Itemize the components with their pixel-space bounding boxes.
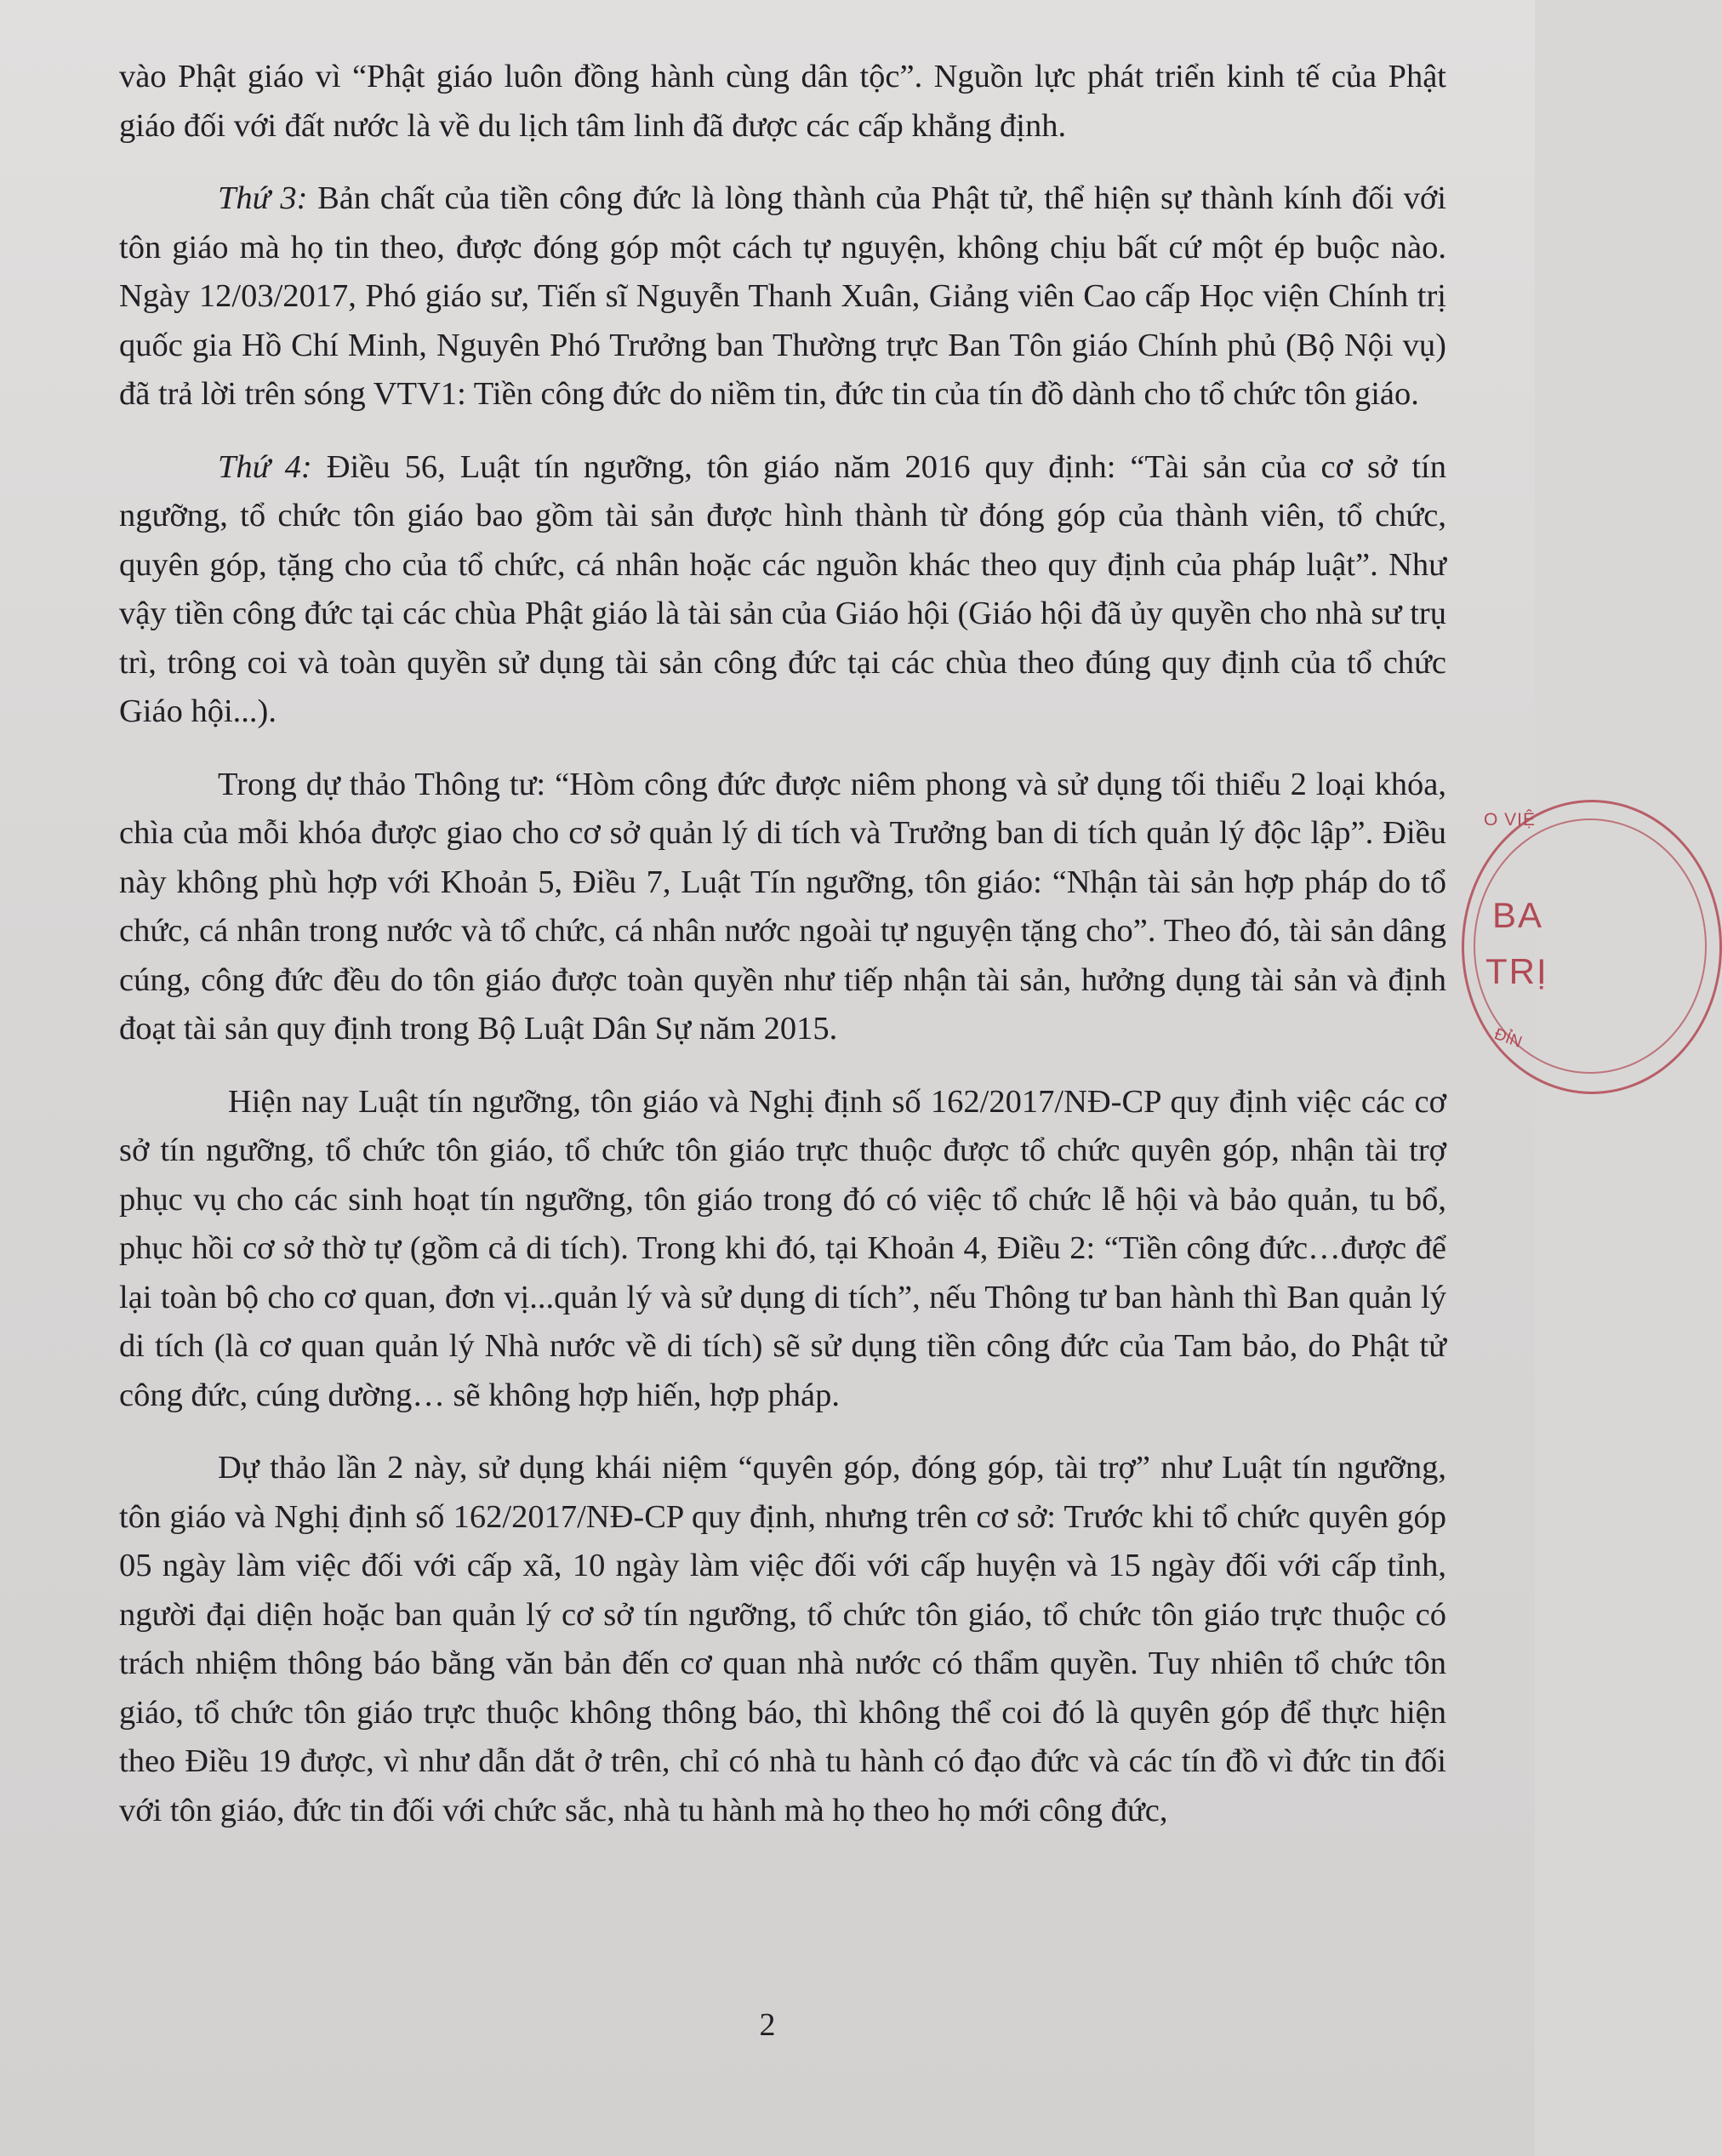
paragraph-2 — [119, 174, 1446, 419]
paragraph-4 — [119, 761, 1446, 1054]
official-stamp — [1462, 800, 1555, 1106]
paragraph-6-text: Dự thảo lần 2 này, sử dụng khái niệm “quyên góp, đóng góp, tài trợ” như Luật tín ngưỡng, tôn giáo và Nghị định số 162/2017/NĐ-CP quy định, nhưng trên cơ sở: Trước khi tổ chức quyên góp 05 ngày làm việc đối với cấp xã, 10 ngày làm việc đối với cấp huyện và 15 ngày đối với cấp tỉnh, người đại diện hoặc ban quản lý cơ sở tín ngưỡng, tổ chức tôn giáo, tổ chức tôn giáo trực thuộc có trách nhiệm thông báo bằng văn bản đến cơ quan nhà nước có thẩm quyền. Tuy nhiên tổ chức tôn giáo, tổ chức tôn giáo trực thuộc không thông báo, thì không thể coi đó là quyên góp để thực hiện theo Điều 19 được, vì như dẫn dắt ở trên, chỉ có nhà tu hành có đạo đức và các tín đồ vì đức tin đối với tôn giáo, đức tin đối với chức sắc, nhà tu hành mà họ theo họ mới công đức, — [119, 1450, 1446, 1828]
paragraph-6 — [119, 1444, 1446, 1835]
stamp-top-text: O VIỆ — [1484, 810, 1537, 830]
page-number: 2 — [759, 2007, 776, 2043]
stamp-word-1: BA — [1492, 895, 1544, 935]
paragraph-2-text: Bản chất của tiền công đức là lòng thành của Phật tử, thể hiện sự thành kính đối với tôn giáo mà họ tin theo, được đóng góp một cách tự nguyện, không chịu bất cứ một ép buộc nào. Ngày 12/03/2017, Phó giáo sư, Tiến sĩ Nguyễn Thanh Xuân, Giảng viên Cao cấp Học viện Chính trị quốc gia Hồ Chí Minh, Nguyên Phó Trưởng ban Thường trực Ban Tôn giáo Chính phủ (Bộ Nội vụ) đã trả lời trên sóng VTV1: Tiền công đức do niềm tin, đức tin của tín đồ dành cho tổ chức tôn giáo. — [119, 180, 1446, 412]
stamp-bottom-text: ĐỈN — [1491, 1025, 1525, 1052]
document-body — [119, 53, 1446, 1859]
paragraph-1-text: vào Phật giáo vì “Phật giáo luôn đồng hành cùng dân tộc”. Nguồn lực phát triển kinh tế của Phật giáo đối với đất nước là về du lịch tâm linh đã được các cấp khẳng định. — [119, 59, 1446, 144]
paragraph-1 — [119, 53, 1446, 151]
paragraph-5 — [119, 1078, 1446, 1421]
paragraph-4-text: Trong dự thảo Thông tư: “Hòm công đức được niêm phong và sử dụng tối thiểu 2 loại khóa, chìa của mỗi khóa được giao cho cơ sở quản lý di tích và Trưởng ban di tích quản lý độc lập”. Điều này không phù hợp với Khoản 5, Điều 7, Luật Tín ngưỡng, tôn giáo: “Nhận tài sản hợp pháp do tổ chức, cá nhân trong nước và tổ chức, cá nhân nước ngoài tự nguyện tặng cho”. Theo đó, tài sản dâng cúng, công đức đều do tôn giáo được toàn quyền như tiếp nhận tài sản, hưởng dụng tài sản và định đoạt tài sản quy định trong Bộ Luật Dân Sự năm 2015. — [119, 766, 1446, 1047]
stamp-word-2: TRỊ — [1485, 951, 1548, 991]
paragraph-3-lead: Thứ 4: — [218, 448, 312, 485]
paragraph-3 — [119, 443, 1446, 737]
paragraph-2-lead: Thứ 3: — [218, 180, 308, 216]
paragraph-3-text: Điều 56, Luật tín ngưỡng, tôn giáo năm 2016 quy định: “Tài sản của cơ sở tín ngưỡng, tổ chức tôn giáo bao gồm tài sản được hình thành từ đóng góp của thành viên, tổ chức, quyên góp, tặng cho của tổ chức, cá nhân hoặc các nguồn khác theo quy định của pháp luật”. Như vậy tiền công đức tại các chùa Phật giáo là tài sản của Giáo hội (Giáo hội đã ủy quyền cho nhà sư trụ trì, trông coi và toàn quyền sử dụng tài sản công đức tại các chùa theo đúng quy định của tổ chức Giáo hội...). — [119, 448, 1446, 729]
paragraph-5-text: Hiện nay Luật tín ngưỡng, tôn giáo và Nghị định số 162/2017/NĐ-CP quy định việc các cơ sở tín ngưỡng, tổ chức tôn giáo, tổ chức tôn giáo trực thuộc được tổ chức quyên góp, nhận tài trợ phục vụ cho các sinh hoạt tín ngưỡng, tôn giáo trong đó có việc tổ chức lễ hội và bảo quản, tu bổ, phục hồi cơ sở thờ tự (gồm cả di tích). Trong khi đó, tại Khoản 4, Điều 2: “Tiền công đức…được để lại toàn bộ cho cơ quan, đơn vị...quản lý và sử dụng di tích”, nếu Thông tư ban hành thì Ban quản lý di tích (là cơ quan quản lý Nhà nước về di tích) sẽ sử dụng tiền công đức của Tam bảo, do Phật tử công đức, cúng dường… sẽ không hợp hiến, hợp pháp. — [119, 1083, 1446, 1413]
